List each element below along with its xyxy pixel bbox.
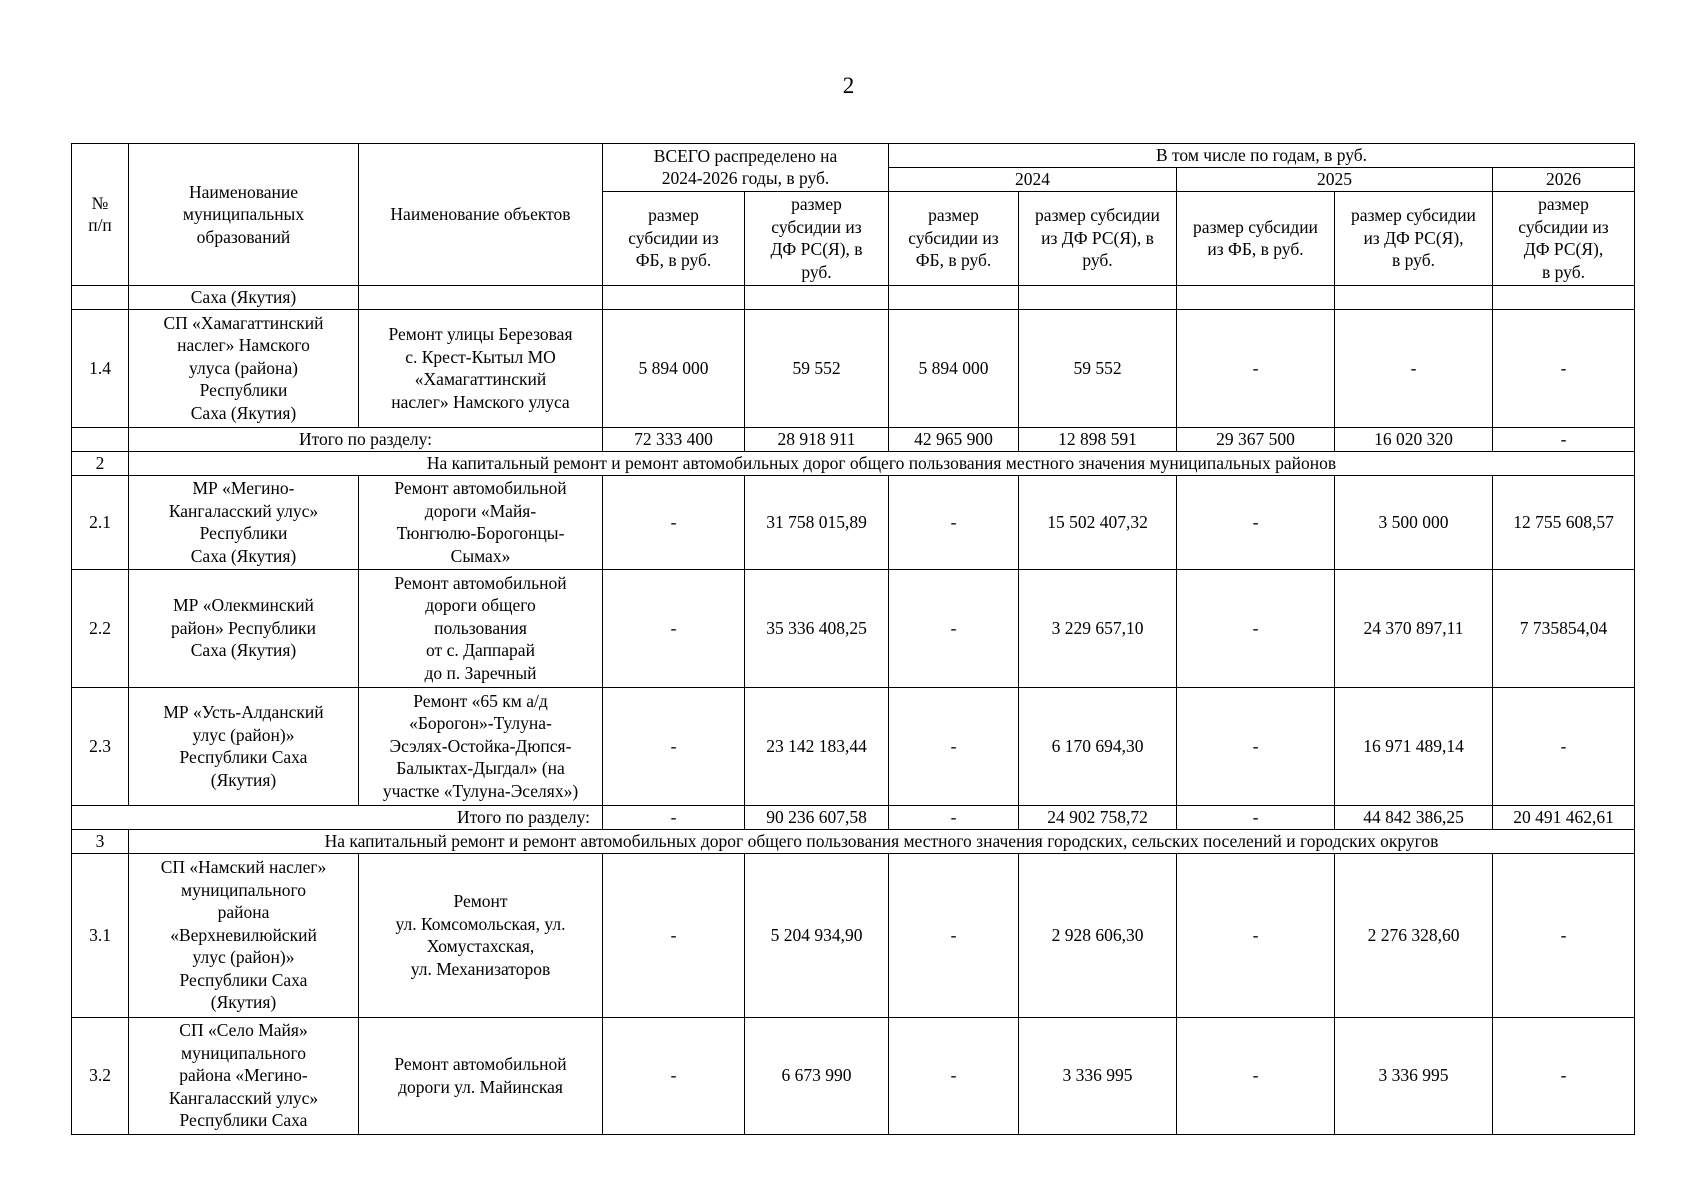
value-cell: 12 755 608,57 [1493, 475, 1635, 569]
value-cell: - [603, 805, 745, 829]
value-cell: - [1177, 1017, 1335, 1134]
value-cell: - [889, 1017, 1019, 1134]
value-cell: 24 370 897,11 [1335, 569, 1493, 687]
section-total-label: Итого по разделу: [129, 427, 603, 451]
header-2024-fb: размер субсидии из ФБ, в руб. [889, 191, 1019, 285]
value-cell: - [1177, 475, 1335, 569]
value-cell: 24 902 758,72 [1019, 805, 1177, 829]
value-cell: 16 971 489,14 [1335, 687, 1493, 805]
header-2026-df: размер субсидии из ДФ РС(Я), в руб. [1493, 191, 1635, 285]
value-cell: 20 491 462,61 [1493, 805, 1635, 829]
value-cell: 3 500 000 [1335, 475, 1493, 569]
value-cell: - [889, 853, 1019, 1017]
value-cell: 2 276 328,60 [1335, 853, 1493, 1017]
section-header-row [72, 451, 1635, 475]
value-cell: 12 898 591 [1019, 427, 1177, 451]
value-cell: 59 552 [745, 309, 889, 427]
value-cell: - [1493, 687, 1635, 805]
section-total-row [72, 427, 1635, 451]
section-num: 3 [72, 829, 129, 853]
value-cell: - [1177, 309, 1335, 427]
value-cell: 59 552 [1019, 309, 1177, 427]
header-2025-df: размер субсидии из ДФ РС(Я), в руб. [1335, 191, 1493, 285]
value-cell: 5 894 000 [889, 309, 1019, 427]
table-row [72, 475, 1635, 569]
municipality-cell: МР «Усть-Алданский улус (район)» Республики Саха (Якутия) [129, 687, 359, 805]
value-cell: 6 170 694,30 [1019, 687, 1177, 805]
value-cell: - [603, 853, 745, 1017]
value-cell: 5 204 934,90 [745, 853, 889, 1017]
header-num: № п/п [72, 144, 129, 286]
value-cell: 5 894 000 [603, 309, 745, 427]
section-title: На капитальный ремонт и ремонт автомобильных дорог общего пользования местного значения муниципальных районов [129, 451, 1635, 475]
value-cell: 23 142 183,44 [745, 687, 889, 805]
section-total-label: Итого по разделу: [72, 805, 603, 829]
object-cell: Ремонт улицы Березовая с. Крест-Кытыл МО «Хамагаттинский наслег» Намского улуса [359, 309, 603, 427]
header-total-fb: размер субсидии из ФБ, в руб. [603, 191, 745, 285]
header-municipality: Наименование муниципальных образований [129, 144, 359, 286]
value-cell: - [603, 687, 745, 805]
value-cell: 3 229 657,10 [1019, 569, 1177, 687]
value-cell: 31 758 015,89 [745, 475, 889, 569]
value-cell: - [1177, 569, 1335, 687]
section-header-row [72, 829, 1635, 853]
object-cell: Ремонт ул. Комсомольская, ул. Хомустахская, ул. Механизаторов [359, 853, 603, 1017]
header-2024-df: размер субсидии из ДФ РС(Я), в руб. [1019, 191, 1177, 285]
row-num-cell: 3.1 [72, 853, 129, 1017]
page-number: 2 [842, 73, 855, 98]
section-num: 2 [72, 451, 129, 475]
subsidy-distribution-table [71, 143, 1635, 1135]
value-cell: 6 673 990 [745, 1017, 889, 1134]
value-cell: 29 367 500 [1177, 427, 1335, 451]
value-cell: 15 502 407,32 [1019, 475, 1177, 569]
value-cell: - [603, 1017, 745, 1134]
header-year-2026: 2026 [1493, 168, 1635, 192]
value-cell: - [603, 475, 745, 569]
header-total-df: размер субсидии из ДФ РС(Я), в руб. [745, 191, 889, 285]
value-cell: - [889, 569, 1019, 687]
municipality-cell: МР «Олекминский район» Республики Саха (Якутия) [129, 569, 359, 687]
value-cell: 7 735854,04 [1493, 569, 1635, 687]
value-cell: - [1493, 1017, 1635, 1134]
value-cell: 3 336 995 [1335, 1017, 1493, 1134]
value-cell: 90 236 607,58 [745, 805, 889, 829]
value-cell: 35 336 408,25 [745, 569, 889, 687]
section-total-row [72, 805, 1635, 829]
section-title: На капитальный ремонт и ремонт автомобильных дорог общего пользования местного значения городских, сельских поселений и городских округов [129, 829, 1635, 853]
value-cell: 16 020 320 [1335, 427, 1493, 451]
row-num-cell: 2.1 [72, 475, 129, 569]
value-cell: - [1177, 805, 1335, 829]
header-years-group: В том числе по годам, в руб. [889, 144, 1635, 168]
municipality-cell: СП «Намский наслег» муниципального района «Верхневилюйский улус (район)» Республики Саха (Якутия) [129, 853, 359, 1017]
value-cell: 28 918 911 [745, 427, 889, 451]
header-objects: Наименование объектов [359, 144, 603, 286]
municipality-cell: Саха (Якутия) [129, 285, 359, 309]
object-cell: Ремонт автомобильной дороги «Майя- Тюнгюлю-Борогонцы- Сымах» [359, 475, 603, 569]
municipality-cell: МР «Мегино- Кангаласский улус» Республики Саха (Якутия) [129, 475, 359, 569]
table-row [72, 569, 1635, 687]
row-num-cell: 2.3 [72, 687, 129, 805]
value-cell: 44 842 386,25 [1335, 805, 1493, 829]
object-cell: Ремонт автомобильной дороги ул. Майинская [359, 1017, 603, 1134]
value-cell: 2 928 606,30 [1019, 853, 1177, 1017]
value-cell: - [889, 687, 1019, 805]
object-cell: Ремонт автомобильной дороги общего пользования от с. Даппарай до п. Заречный [359, 569, 603, 687]
header-year-2024: 2024 [889, 168, 1177, 192]
object-cell: Ремонт «65 км а/д «Борогон»-Тулуна- Эсэлях-Остойка-Дюпся- Балыктах-Дыгдал» (на участке «Тулуна-Эселях») [359, 687, 603, 805]
header-row-1 [72, 144, 1635, 168]
table-row [72, 853, 1635, 1017]
header-2025-fb: размер субсидии из ФБ, в руб. [1177, 191, 1335, 285]
value-cell: - [603, 569, 745, 687]
table-row [72, 1017, 1635, 1134]
value-cell: - [1177, 853, 1335, 1017]
value-cell: - [889, 475, 1019, 569]
row-num-cell: 3.2 [72, 1017, 129, 1134]
value-cell: 42 965 900 [889, 427, 1019, 451]
header-year-2025: 2025 [1177, 168, 1493, 192]
row-num-cell: 2.2 [72, 569, 129, 687]
value-cell: - [1493, 309, 1635, 427]
table-row-continuation [72, 285, 1635, 309]
municipality-cell: СП «Село Майя» муниципального района «Мегино- Кангаласский улус» Республики Саха [129, 1017, 359, 1134]
value-cell: - [1177, 687, 1335, 805]
value-cell: - [889, 805, 1019, 829]
value-cell: - [1493, 853, 1635, 1017]
municipality-cell: СП «Хамагаттинский наслег» Намского улуса (района) Республики Саха (Якутия) [129, 309, 359, 427]
value-cell: - [1493, 427, 1635, 451]
header-total-group: ВСЕГО распределено на 2024-2026 годы, в руб. [603, 144, 889, 192]
value-cell: - [1335, 309, 1493, 427]
table-row [72, 687, 1635, 805]
table-row [72, 309, 1635, 427]
value-cell: 72 333 400 [603, 427, 745, 451]
row-num-cell: 1.4 [72, 309, 129, 427]
value-cell: 3 336 995 [1019, 1017, 1177, 1134]
